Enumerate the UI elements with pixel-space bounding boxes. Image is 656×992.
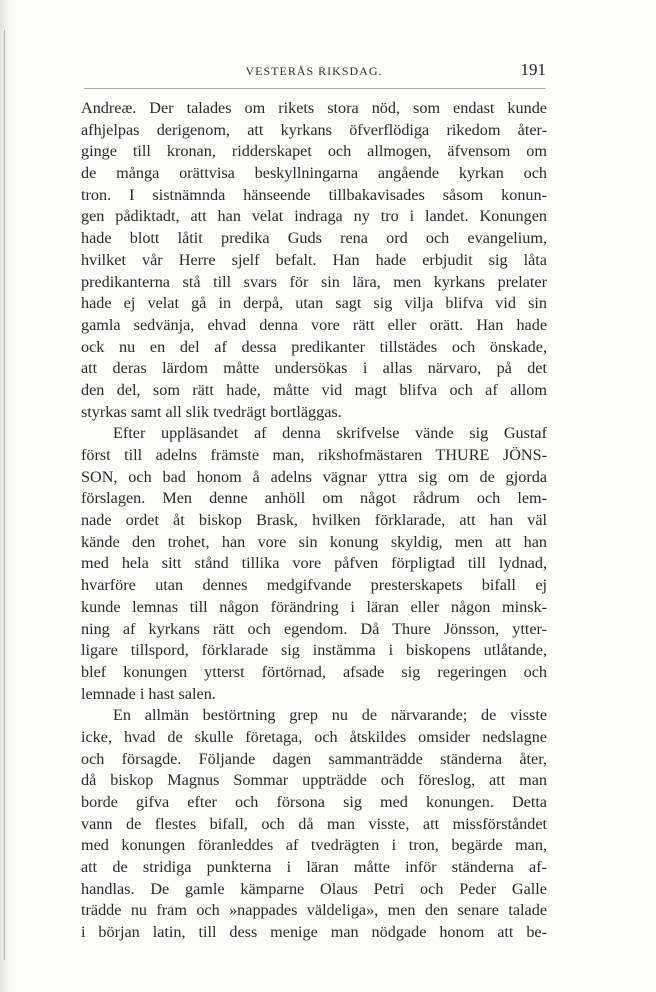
text-line: hvarföre utan dennes medgifvande presterskapets bifall ej (81, 576, 547, 595)
text-line: blef konungen ytterst förtörnad, afsade sig regeringen och (81, 662, 547, 681)
text-line: icke, hvad de skulle företaga, och åtskildes omsider nedslagne (81, 727, 547, 746)
text-line: trädde nu fram och »nappades väldeliga», men den senare talade (81, 901, 547, 920)
text-line: hvilket vår Herre sjelf befalt. Han hade erbjudit sig låta (81, 250, 547, 269)
text-line: handlas. De gamle kämparne Olaus Petri och Peder Galle (81, 879, 547, 898)
body-text (81, 98, 547, 944)
text-line: ginge till kronan, ridderskapet och allmogen, äfvensom om (81, 142, 547, 161)
text-line: först till adelns främste man, rikshofmästaren THURE JÖNS- (81, 446, 547, 464)
running-title: VESTERÅS RIKSDAG. (245, 64, 383, 78)
text-line: borde gifva efter och försona sig med konungen. Detta (81, 793, 547, 811)
text-line: nade ordet åt biskop Brask, hvilken förklarade, att han väl (81, 511, 547, 530)
text-line: kunde lemnas till någon förändring i läran eller någon minsk- (81, 597, 547, 616)
text-line: lemnade i hast salen. (81, 684, 216, 703)
text-line: Efter uppläsandet af denna skrifvelse vände sig Gustaf (113, 424, 547, 443)
text-line: att de stridiga punkterna i läran måtte inför ständerna af- (81, 858, 547, 877)
text-line: med hela sitt stånd tillika vore påfven förpligtad till lydnad, (81, 554, 547, 573)
text-line: då biskop Magnus Sommar uppträdde och föreslog, att man (81, 771, 547, 790)
text-line: kände den trohet, han vore sin konung skyldig, men att han (81, 532, 547, 551)
text-line: gen pådiktadt, att han velat indraga ny tro i landet. Konungen (81, 207, 547, 226)
binding-shadow (0, 0, 14, 992)
header-rule (84, 88, 546, 89)
text-line: med konungen föranleddes af tvedrägten i tron, begärde man, (81, 836, 547, 855)
text-line: ligare tillspord, förklarade sig instämma i biskopens utlåtande, (81, 641, 547, 660)
text-line: vann de flestes bifall, och då man visste, att missförståndet (81, 814, 547, 833)
text-line: i början latin, till dess menige man nödgade honom att be- (81, 923, 547, 942)
text-line: de många orättvisa beskyllningarna angående kyrkan och (81, 164, 547, 183)
text-line: ning af kyrkans rätt och egendom. Då Thure Jönsson, ytter- (81, 619, 547, 638)
text-line: hade blott låtit predika Guds rena ord och evangelium, (81, 229, 547, 248)
binding-edge-line (4, 30, 5, 960)
text-line: predikanterna stå till svars för sin lära, men kyrkans prelater (81, 272, 547, 291)
text-line: att deras lärdom måtte undersökas i allas närvaro, på det (81, 359, 547, 378)
text-line: ock nu en del af dessa predikanter tillstädes och önskade, (81, 337, 547, 356)
page-number: 191 (520, 60, 546, 79)
running-head (82, 60, 546, 82)
text-line: förslagen. Men denne anhöll om något rådrum och lem- (81, 489, 547, 508)
text-line: styrkas samt all slik tvedrägt bortläggas. (81, 402, 342, 421)
text-line: och försagde. Följande dagen sammanträdde ständerna åter, (81, 749, 547, 768)
text-line: den del, som rätt hade, måtte vid magt blifva och af allom (81, 380, 547, 399)
text-line: Andreæ. Der talades om rikets stora nöd, som endast kunde (81, 99, 547, 117)
text-line: En allmän bestörtning grep nu de närvarande; de visste (113, 706, 547, 725)
text-line: gamla sedvänja, ehvad denna vore rätt eller orätt. Han hade (81, 315, 547, 334)
text-line: afhjelpas derigenom, att kyrkans öfverflödiga rikedom åter- (81, 120, 547, 139)
text-line: tron. I sistnämnda hänseende tillbakavisades såsom konun- (81, 185, 547, 204)
text-line: hade ej velat gå in derpå, utan sagt sig vilja blifva vid sin (81, 294, 547, 313)
text-line: SON, och bad honom å adelns vägnar yttra sig om de gjorda (81, 467, 547, 486)
